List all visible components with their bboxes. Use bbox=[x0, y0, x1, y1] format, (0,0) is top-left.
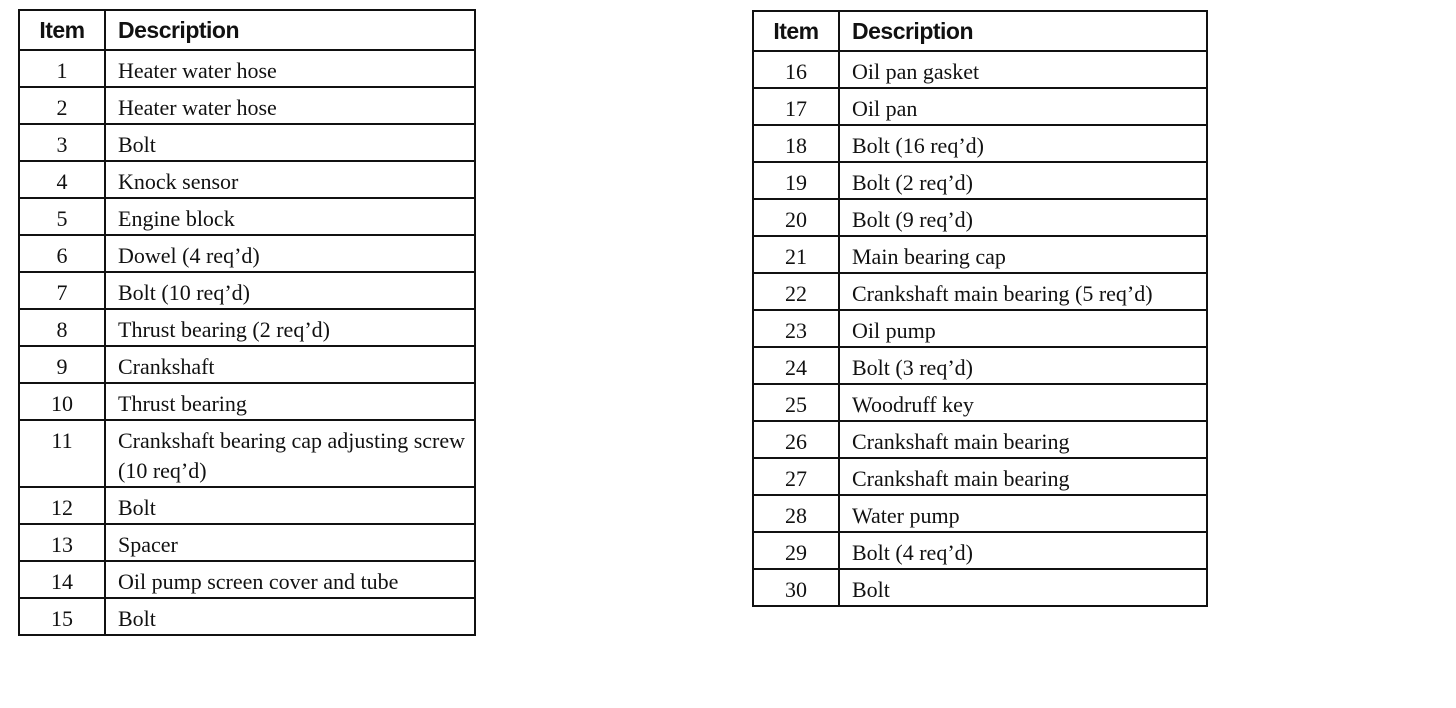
table-header-row bbox=[19, 10, 475, 50]
description-cell: Bolt bbox=[105, 124, 475, 161]
table-row bbox=[19, 198, 475, 235]
table-header-row bbox=[753, 11, 1207, 51]
table-row bbox=[19, 346, 475, 383]
description-cell: Bolt bbox=[839, 569, 1207, 606]
table-row bbox=[19, 124, 475, 161]
item-number-cell: 29 bbox=[753, 532, 839, 569]
table-row bbox=[19, 524, 475, 561]
table-row bbox=[753, 88, 1207, 125]
description-cell: Bolt bbox=[105, 598, 475, 635]
description-cell: Thrust bearing bbox=[105, 383, 475, 420]
description-cell: Thrust bearing (2 req’d) bbox=[105, 309, 475, 346]
description-cell: Bolt (9 req’d) bbox=[839, 199, 1207, 236]
table-row bbox=[753, 51, 1207, 88]
table-row bbox=[753, 384, 1207, 421]
item-number-cell: 12 bbox=[19, 487, 105, 524]
description-cell: Crankshaft main bearing bbox=[839, 421, 1207, 458]
description-cell: Oil pan gasket bbox=[839, 51, 1207, 88]
description-cell: Crankshaft main bearing (5 req’d) bbox=[839, 273, 1207, 310]
item-number-cell: 3 bbox=[19, 124, 105, 161]
item-number-cell: 24 bbox=[753, 347, 839, 384]
table-row bbox=[19, 420, 475, 487]
column-header-item: Item bbox=[753, 11, 839, 51]
description-cell: Bolt (2 req’d) bbox=[839, 162, 1207, 199]
item-number-cell: 11 bbox=[19, 420, 105, 487]
table-row bbox=[753, 495, 1207, 532]
description-cell: Oil pump screen cover and tube bbox=[105, 561, 475, 598]
description-cell: Bolt (4 req’d) bbox=[839, 532, 1207, 569]
table-row bbox=[19, 383, 475, 420]
table-row bbox=[19, 235, 475, 272]
item-number-cell: 16 bbox=[753, 51, 839, 88]
item-number-cell: 10 bbox=[19, 383, 105, 420]
item-number-cell: 15 bbox=[19, 598, 105, 635]
item-number-cell: 8 bbox=[19, 309, 105, 346]
item-number-cell: 14 bbox=[19, 561, 105, 598]
item-number-cell: 27 bbox=[753, 458, 839, 495]
table-row bbox=[19, 272, 475, 309]
description-cell: Dowel (4 req’d) bbox=[105, 235, 475, 272]
description-cell: Oil pump bbox=[839, 310, 1207, 347]
column-header-description: Description bbox=[839, 11, 1207, 51]
item-number-cell: 28 bbox=[753, 495, 839, 532]
description-cell: Heater water hose bbox=[105, 87, 475, 124]
table-row bbox=[753, 236, 1207, 273]
item-number-cell: 23 bbox=[753, 310, 839, 347]
item-number-cell: 9 bbox=[19, 346, 105, 383]
item-number-cell: 17 bbox=[753, 88, 839, 125]
description-cell: Bolt bbox=[105, 487, 475, 524]
item-number-cell: 19 bbox=[753, 162, 839, 199]
item-number-cell: 4 bbox=[19, 161, 105, 198]
table-row bbox=[753, 532, 1207, 569]
table-row bbox=[753, 125, 1207, 162]
table-row bbox=[19, 487, 475, 524]
table-row bbox=[753, 310, 1207, 347]
item-number-cell: 6 bbox=[19, 235, 105, 272]
description-cell: Engine block bbox=[105, 198, 475, 235]
description-cell: Main bearing cap bbox=[839, 236, 1207, 273]
item-number-cell: 13 bbox=[19, 524, 105, 561]
description-cell: Woodruff key bbox=[839, 384, 1207, 421]
table-row bbox=[753, 347, 1207, 384]
table-row bbox=[753, 421, 1207, 458]
table-row bbox=[19, 87, 475, 124]
item-number-cell: 1 bbox=[19, 50, 105, 87]
description-cell: Heater water hose bbox=[105, 50, 475, 87]
table-row bbox=[19, 309, 475, 346]
table-row bbox=[19, 50, 475, 87]
description-cell: Bolt (10 req’d) bbox=[105, 272, 475, 309]
item-number-cell: 30 bbox=[753, 569, 839, 606]
table-row bbox=[753, 458, 1207, 495]
item-number-cell: 2 bbox=[19, 87, 105, 124]
description-cell: Bolt (3 req’d) bbox=[839, 347, 1207, 384]
table-row bbox=[19, 561, 475, 598]
item-number-cell: 5 bbox=[19, 198, 105, 235]
table-row bbox=[753, 273, 1207, 310]
item-number-cell: 22 bbox=[753, 273, 839, 310]
column-header-description: Description bbox=[105, 10, 475, 50]
item-number-cell: 25 bbox=[753, 384, 839, 421]
item-number-cell: 26 bbox=[753, 421, 839, 458]
description-cell: Spacer bbox=[105, 524, 475, 561]
table-row bbox=[19, 598, 475, 635]
table-row bbox=[19, 161, 475, 198]
parts-table-right bbox=[752, 10, 1208, 607]
table-row bbox=[753, 199, 1207, 236]
item-number-cell: 18 bbox=[753, 125, 839, 162]
description-cell: Knock sensor bbox=[105, 161, 475, 198]
item-number-cell: 20 bbox=[753, 199, 839, 236]
description-cell: Crankshaft bbox=[105, 346, 475, 383]
table-row bbox=[753, 162, 1207, 199]
description-cell: Oil pan bbox=[839, 88, 1207, 125]
table-row bbox=[753, 569, 1207, 606]
item-number-cell: 21 bbox=[753, 236, 839, 273]
item-number-cell: 7 bbox=[19, 272, 105, 309]
description-cell: Crankshaft main bearing bbox=[839, 458, 1207, 495]
description-cell: Crankshaft bearing cap adjusting screw (10 req’d) bbox=[105, 420, 475, 487]
column-header-item: Item bbox=[19, 10, 105, 50]
description-cell: Water pump bbox=[839, 495, 1207, 532]
description-cell: Bolt (16 req’d) bbox=[839, 125, 1207, 162]
parts-table-left bbox=[18, 9, 476, 636]
